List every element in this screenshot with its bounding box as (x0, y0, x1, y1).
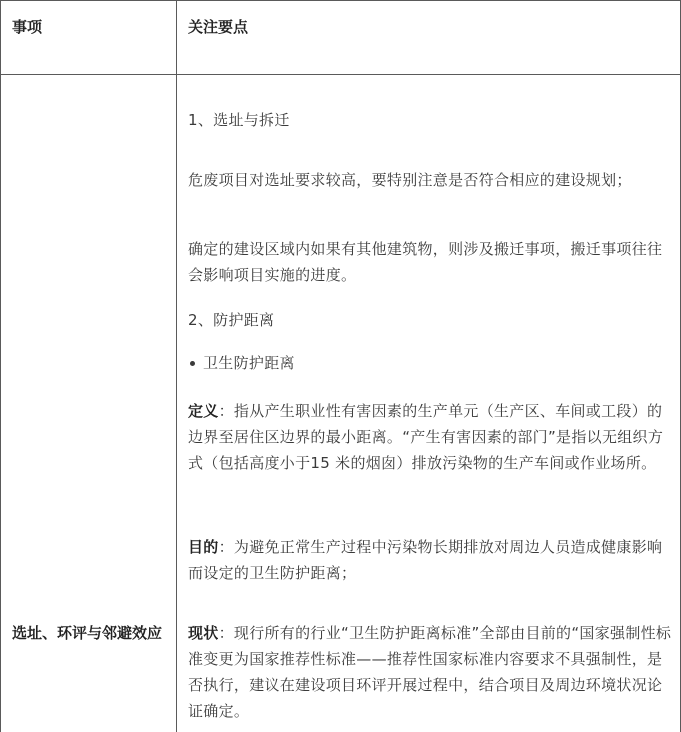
bullet-text: 卫生防护距离 (203, 354, 295, 372)
goal-paragraph (188, 534, 672, 586)
definition-paragraph (188, 398, 672, 476)
column-divider (176, 0, 177, 732)
goal-text: ：为避免正常生产过程中污染物长期排放对周边人员造成健康影响而设定的卫生防护距离； (188, 538, 663, 582)
bullet-item (188, 350, 672, 376)
section1-paragraph2: 确定的建设区域内如果有其他建筑物，则涉及搬迁事项，搬迁事项往往会影响项目实施的进度。 (188, 240, 663, 284)
section1-title: 1、选址与拆迁 (188, 111, 290, 129)
bullet-dot-icon (190, 361, 195, 366)
row-label: 选址、环评与邻避效应 (12, 624, 163, 642)
definition-text: ：指从产生职业性有害因素的生产单元（生产区、车间或工段）的边界至居住区边界的最小距离。“产生有害因素的部门”是指以无组织方式（包括高度小于15 米的烟囱）排放污染物的生产车间或作业场所。 (188, 402, 664, 472)
status-paragraph (188, 620, 672, 724)
status-text: ：现行所有的行业“卫生防护距离标准”全部由目前的“国家强制性标准变更为国家推荐性标准——推荐性国家标准内容要求不具强制性，是否执行，建议在建设项目环评开展过程中，结合项目及周边环境状况论证确定。 (188, 624, 672, 720)
section1-paragraph1: 危废项目对选址要求较高，要特别注意是否符合相应的建设规划； (188, 171, 632, 189)
table-top-border (0, 0, 681, 1)
header-col-points: 关注要点 (188, 18, 249, 36)
header-divider (0, 74, 681, 75)
header-col-item: 事项 (12, 18, 43, 36)
definition-label: 定义 (188, 402, 219, 420)
goal-label: 目的 (188, 538, 219, 556)
section2-title: 2、防护距离 (188, 311, 275, 329)
table-left-border (0, 0, 1, 732)
status-label: 现状 (188, 624, 219, 642)
